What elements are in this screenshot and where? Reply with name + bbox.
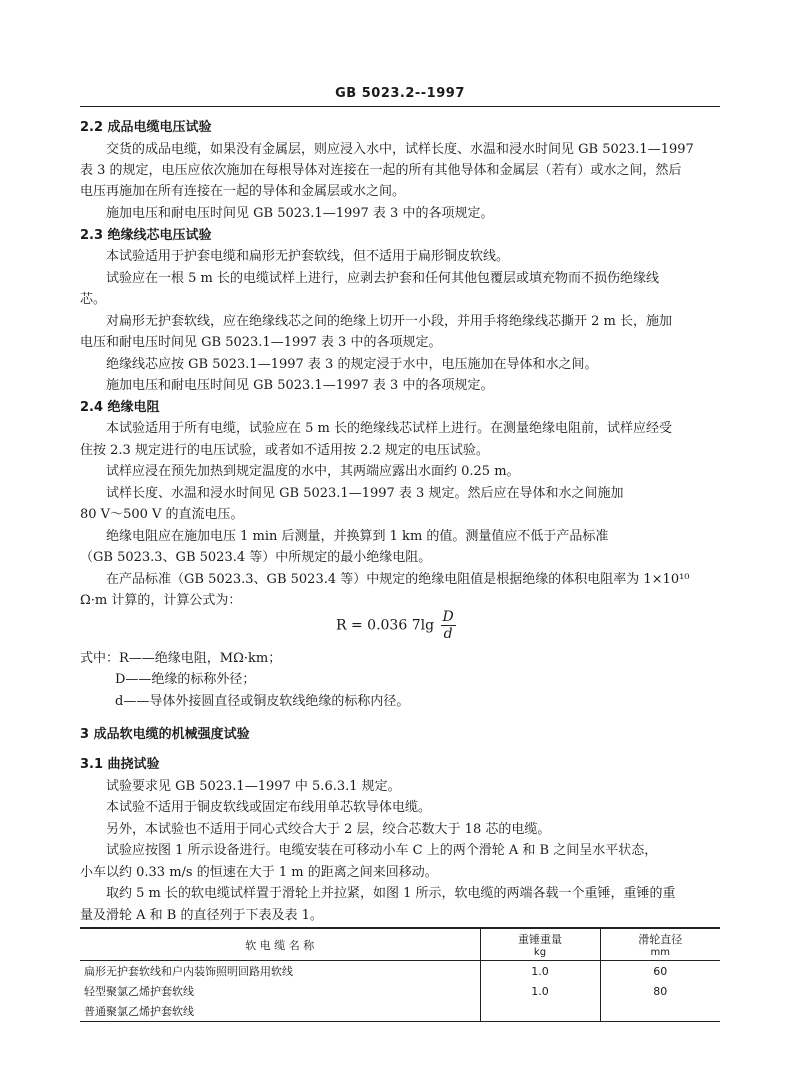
formula-lhs: R = 0.036 7lg — [336, 617, 435, 634]
formula-denominator: d — [443, 626, 453, 642]
text-line: 表 3 的规定，电压应依次施加在每根导体对连接在一起的所有其他导体和金属层（若有）或水之间，然后 — [80, 163, 682, 178]
page-header: GB 5023.2--1997 — [335, 86, 465, 101]
formula-numerator: D — [442, 609, 454, 625]
text-line: 本试验适用于护套电缆和扁形无护套软线，但不适用于扁形铜皮软线。 — [106, 249, 510, 264]
table-cell-diameter: 80 — [653, 984, 668, 998]
text-line: D——绝缘的标称外径； — [115, 672, 256, 687]
table-cell-diameter — [600, 1001, 720, 1022]
header-rule — [80, 106, 720, 107]
formula — [336, 609, 456, 642]
table-cell-name: 普通聚氯乙烯护套软线 — [80, 1001, 480, 1022]
text-line: 绝缘线芯应按 GB 5023.1—1997 表 3 的规定浸于水中，电压施加在导体和水之间。 — [106, 357, 598, 372]
section-heading: 3 成品软电缆的机械强度试验 — [80, 727, 250, 742]
table-cell-weight: 1.0 — [480, 961, 600, 982]
parameter-table — [80, 927, 720, 1022]
text-line: 电压再施加在所有连接在一起的导体和金属层或水之间。 — [80, 184, 406, 199]
table-cell-weight: 1.0 — [480, 981, 600, 1001]
table-header-row — [80, 928, 720, 961]
text-line: 式中：R——绝缘电阻，MΩ·km； — [80, 651, 282, 666]
text-line: 本试验不适用于铜皮软线或固定布线用单芯软导体电缆。 — [106, 800, 432, 815]
table-row — [80, 1001, 720, 1022]
text-line: 另外，本试验也不适用于同心式绞合大于 2 层，绞合芯数大于 18 芯的电缆。 — [106, 822, 551, 837]
text-line: 取约 5 m 长的软电缆试样置于滑轮上并拉紧，如图 1 所示，软电缆的两端各载一个重锤，重锤的重 — [106, 886, 676, 901]
table-cell-weight — [480, 1001, 600, 1022]
table-cell-name: 轻型聚氯乙烯护套软线 — [80, 981, 480, 1001]
table-header-name: 软 电 缆 名 称 — [80, 928, 480, 961]
text-line: 交货的成品电缆，如果没有金属层，则应浸入水中，试样长度、水温和浸水时间见 GB 5023.1—1997 — [106, 142, 694, 157]
text-line: 施加电压和耐电压时间见 GB 5023.1—1997 表 3 中的各项规定。 — [106, 206, 494, 221]
text-line: 本试验适用于所有电缆，试验应在 5 m 长的绝缘线芯试样上进行。在测量绝缘电阻前，试样应经受 — [106, 421, 672, 436]
text-line: 试样应浸在预先加热到规定温度的水中，其两端应露出水面约 0.25 m。 — [106, 464, 520, 479]
text-line: （GB 5023.3、GB 5023.4 等）中所规定的最小绝缘电阻。 — [80, 550, 432, 565]
table-row — [80, 961, 720, 982]
text-line: 试验应在一根 5 m 长的电缆试样上进行，应剥去护套和任何其他包覆层或填充物而不损伤绝缘线 — [106, 271, 659, 286]
text-line: 电压和耐电压时间见 GB 5023.1—1997 表 3 中的各项规定。 — [80, 335, 442, 350]
table-body — [80, 961, 720, 1022]
text-line: 绝缘电阻应在施加电压 1 min 后测量，并换算到 1 km 的值。测量值应不低于产品标准 — [106, 529, 609, 544]
text-line: 试样长度、水温和浸水时间见 GB 5023.1—1997 表 3 规定。然后应在导体和水之间施加 — [106, 486, 624, 501]
text-line: 住按 2.3 规定进行的电压试验，或者如不适用按 2.2 规定的电压试验。 — [80, 443, 489, 458]
table-cell-diameter: 60 — [653, 964, 668, 978]
table-row — [80, 981, 720, 1001]
text-line: Ω·m 计算的，计算公式为： — [80, 593, 242, 608]
section-heading: 2.4 绝缘电阻 — [80, 400, 160, 415]
section-heading: 3.1 曲挠试验 — [80, 757, 160, 772]
text-line: 对扁形无护套软线，应在绝缘线芯之间的绝缘上切开一小段，并用手将绝缘线芯撕开 2 m 长，施加 — [106, 314, 672, 329]
table-header-diameter: 滑轮直径 mm — [600, 928, 720, 961]
section-heading: 2.3 绝缘线芯电压试验 — [80, 228, 212, 243]
table-header-weight: 重锤重量 kg — [480, 928, 600, 961]
text-line: 芯。 — [80, 292, 107, 307]
text-line: 试验应按图 1 所示设备进行。电缆安装在可移动小车 C 上的两个滑轮 A 和 B 之间呈水平状态， — [106, 843, 658, 858]
text-line: 量及滑轮 A 和 B 的直径列于下表及表 1。 — [80, 908, 323, 923]
text-line: 小车以约 0.33 m/s 的恒速在大于 1 m 的距离之间来回移动。 — [80, 865, 438, 880]
text-line: 施加电压和耐电压时间见 GB 5023.1—1997 表 3 中的各项规定。 — [106, 378, 494, 393]
text-line: d——导体外接圆直径或铜皮软线绝缘的标称内径。 — [115, 694, 410, 709]
table-cell-name: 扁形无护套软线和户内装饰照明回路用软线 — [80, 961, 480, 982]
formula-fraction — [441, 609, 456, 642]
text-line: 80 V～500 V 的直流电压。 — [80, 507, 244, 522]
section-heading: 2.2 成品电缆电压试验 — [80, 120, 212, 135]
text-line: 试验要求见 GB 5023.1—1997 中 5.6.3.1 规定。 — [106, 779, 401, 794]
text-line: 在产品标准（GB 5023.3、GB 5023.4 等）中规定的绝缘电阻值是根据绝缘的体积电阻率为 1×10¹⁰ — [106, 572, 690, 587]
